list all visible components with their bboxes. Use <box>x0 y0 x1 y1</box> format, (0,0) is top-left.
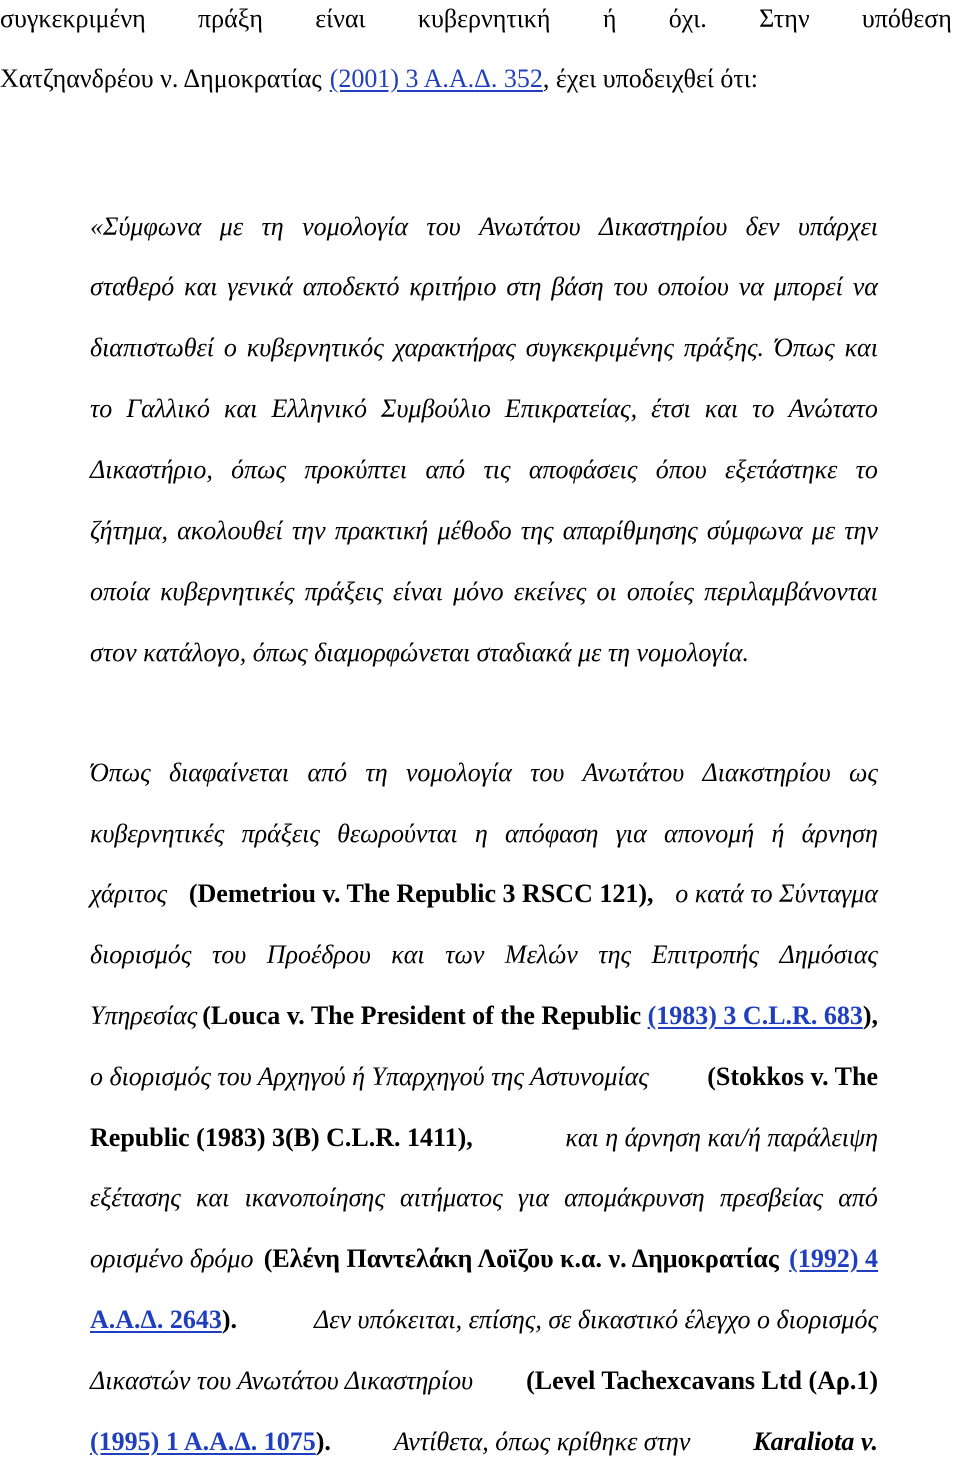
citation-link[interactable]: (2001) 3 Α.Α. <box>329 64 475 93</box>
case-citation-panteli: (Ελένη Παντελάκη Λοϊζου κ.α. ν. Δημοκρατίας <box>263 1244 779 1273</box>
word: θεωρούνται <box>337 819 458 848</box>
word: της <box>598 940 632 969</box>
word: άρνηση <box>801 819 878 848</box>
word: και <box>184 272 218 301</box>
word: το <box>90 394 113 423</box>
word: τη <box>261 212 284 241</box>
word: πρεσβείας <box>719 1183 824 1212</box>
word: εξέτασης <box>90 1183 181 1212</box>
p2-l5-word: Υπηρεσίας <box>90 1001 198 1030</box>
p2-line-8 <box>90 1181 878 1215</box>
case-citation-karaliota: Karaliota v. <box>753 1427 878 1456</box>
citation-close-3: ). <box>315 1427 331 1456</box>
quote-line-8 <box>90 636 878 670</box>
p2-l9-word: ορισμένο δρόμο <box>90 1244 254 1273</box>
p2-line-1 <box>90 756 878 790</box>
word: για <box>517 1183 549 1212</box>
word: ακολουθεί <box>177 516 283 545</box>
p2-line-9 <box>90 1242 878 1276</box>
word: Στην <box>759 4 810 33</box>
word: περιλαμβάνονται <box>704 577 878 606</box>
p2-line-11 <box>90 1364 878 1398</box>
intro-line-2 <box>0 62 952 96</box>
word: του <box>613 272 648 301</box>
p2-l7-words: και η άρνηση και/ή παράλειψη <box>565 1123 878 1152</box>
word: ως <box>848 758 878 787</box>
citation-link-panteli-cont[interactable]: Α.Α.Δ. 2643 <box>90 1305 222 1334</box>
p2-l10-words: Δεν υπόκειται, επίσης, σε δικαστικό έλεγχο ο διορισμός <box>313 1305 878 1334</box>
word: Γαλλικό <box>126 394 211 423</box>
case-name: Χατζηανδρέου ν. Δημοκρατίας <box>0 64 322 93</box>
word: Δικαστήριο, <box>90 455 213 484</box>
word: απομάκρυνση <box>564 1183 705 1212</box>
citation-link-louca[interactable]: (1983) 3 C.L.R. 683 <box>647 1001 863 1030</box>
word: σύμφωνα <box>706 516 803 545</box>
word: Προέδρου <box>266 940 371 969</box>
word: έτσι <box>651 394 691 423</box>
word: Συμβούλιο <box>381 394 491 423</box>
quote-line-2 <box>90 270 878 304</box>
word: είναι <box>315 4 366 33</box>
p2-line-6 <box>90 1060 878 1094</box>
word: απόφαση <box>505 819 599 848</box>
word: Επικρατείας, <box>504 394 638 423</box>
quote-line-3 <box>90 331 878 365</box>
p2-l3-word: χάριτος <box>90 879 168 908</box>
word: νομολογία <box>302 212 409 241</box>
word: κυβερνητικός <box>246 333 384 362</box>
word: και <box>704 394 739 423</box>
word: συγκεκριμένη <box>0 4 146 33</box>
p2-l11-words: Δικαστών του Ανωτάτου Δικαστηρίου <box>90 1366 474 1395</box>
word: τη <box>365 758 388 787</box>
word: πράξεις <box>304 577 383 606</box>
word: με <box>219 212 244 241</box>
word: νομολογία <box>405 758 512 787</box>
quote-line-1 <box>90 210 878 244</box>
case-citation-stokkos-cont: Republic (1983) 3(B) C.L.R. 1411), <box>90 1123 473 1152</box>
citation-link-level[interactable]: (1995) 1 Α.Α.Δ. 1075 <box>90 1427 316 1456</box>
word: οποίες <box>626 577 694 606</box>
word: της <box>520 516 554 545</box>
citation-close: ), <box>862 1001 878 1030</box>
word: από <box>425 455 466 484</box>
word: των <box>445 940 485 969</box>
word: στη <box>506 272 542 301</box>
word: Διακστηρίου <box>702 758 831 787</box>
quote-line-6 <box>90 514 878 548</box>
word: οποίου <box>657 272 729 301</box>
word: Ανωτάτου <box>582 758 685 787</box>
word: Δημόσιας <box>779 940 878 969</box>
quote-line-7 <box>90 575 878 609</box>
word: χαρακτήρας <box>393 333 516 362</box>
p2-line-7 <box>90 1121 878 1155</box>
word: μέθοδο <box>437 516 512 545</box>
word: αποδεκτό <box>302 272 400 301</box>
case-citation-louca: (Louca v. The President of the Republic <box>202 1001 642 1030</box>
word: μόνο <box>453 577 504 606</box>
word: κριτήριο <box>409 272 497 301</box>
case-citation-level: (Level Tachexcavans Ltd (Αρ.1) <box>526 1366 878 1395</box>
word: για <box>615 819 647 848</box>
citation-link-cont[interactable]: Δ. 352 <box>474 64 543 93</box>
word: κυβερνητική <box>417 4 551 33</box>
word: υπάρχει <box>797 212 878 241</box>
word: αποφάσεις <box>528 455 638 484</box>
word: να <box>738 272 764 301</box>
word: η <box>474 819 488 848</box>
word: και <box>844 333 878 362</box>
case-citation-stokkos: (Stokkos v. The <box>707 1062 878 1091</box>
word: το <box>752 394 775 423</box>
word: Επιτροπής <box>651 940 759 969</box>
quote-last-text: στον κατάλογο, όπως διαμορφώνεται σταδιακά με τη νομολογία. <box>90 638 749 667</box>
p2-line-2 <box>90 817 878 851</box>
word: συγκεκριμένης <box>525 333 674 362</box>
word: την <box>844 516 878 545</box>
word: απονομή <box>664 819 755 848</box>
word: Ελληνικό <box>271 394 367 423</box>
word: του <box>530 758 565 787</box>
word: ο <box>223 333 237 362</box>
word: γενικά <box>227 272 293 301</box>
word: κυβερνητικές <box>160 577 295 606</box>
word: τις <box>483 455 511 484</box>
word: διαφαίνεται <box>168 758 290 787</box>
word: αιτήματος <box>400 1183 503 1212</box>
word: προκύπτει <box>304 455 408 484</box>
citation-close-2: ). <box>221 1305 238 1334</box>
word: και <box>391 940 425 969</box>
word: Δικαστηρίου <box>599 212 728 241</box>
word: όπως <box>231 455 287 484</box>
word: οποία <box>90 577 150 606</box>
word: Ανώτατο <box>788 394 878 423</box>
p2-line-4 <box>90 938 878 972</box>
word: πράξης. <box>683 333 765 362</box>
word: εκείνες <box>513 577 587 606</box>
word: το <box>855 455 878 484</box>
word: ζήτημα, <box>90 516 168 545</box>
word: μπορεί <box>773 272 843 301</box>
p2-l12-words: Αντίθετα, όπως κρίθηκε στην <box>393 1427 691 1456</box>
word: και <box>196 1183 230 1212</box>
p2-l6-words: ο διορισμός του Αρχηγού ή Υπαρχηγού της Αστυνομίας <box>90 1062 649 1091</box>
word: είναι <box>393 577 443 606</box>
p2-line-5 <box>90 999 878 1033</box>
quote-line-4 <box>90 392 878 426</box>
word: ή <box>771 819 785 848</box>
word: «Σύμφωνα <box>90 212 202 241</box>
word: διορισμός <box>90 940 192 969</box>
word: του <box>426 212 461 241</box>
word: του <box>211 940 247 969</box>
word: την <box>291 516 326 545</box>
word: οι <box>596 577 617 606</box>
p2-line-10 <box>90 1303 878 1337</box>
word: κυβερνητικές <box>90 819 225 848</box>
word: πράξη <box>198 4 263 33</box>
word: να <box>852 272 878 301</box>
word: πράξεις <box>241 819 320 848</box>
word: ικανοποίησης <box>244 1183 385 1212</box>
word: διαπιστωθεί <box>90 333 214 362</box>
word: Μελών <box>504 940 578 969</box>
word: δεν <box>745 212 780 241</box>
p2-l3-tail: ο κατά το Σύνταγμα <box>675 879 878 908</box>
intro-line-1 <box>0 2 952 36</box>
word: από <box>838 1183 878 1212</box>
word: Όπως <box>773 333 835 362</box>
word: με <box>811 516 836 545</box>
word: βάση <box>551 272 604 301</box>
p2-line-3 <box>90 877 878 911</box>
word: σταθερό <box>90 272 175 301</box>
word: υπόθεση <box>861 4 952 33</box>
word: και <box>224 394 258 423</box>
intro-text: , έχει υποδειχθεί ότι: <box>542 64 759 93</box>
word: ή <box>602 4 617 33</box>
quote-line-5 <box>90 453 878 487</box>
citation-link-panteli[interactable]: (1992) 4 <box>789 1244 878 1273</box>
word: πρακτική <box>334 516 429 545</box>
word: εξετάστηκε <box>724 455 838 484</box>
word: όπου <box>655 455 707 484</box>
word: απαρίθμησης <box>562 516 698 545</box>
p2-line-12 <box>90 1425 878 1459</box>
word: από <box>307 758 348 787</box>
case-citation-demetriou: (Demetriou v. The Republic 3 RSCC 121), <box>188 879 654 908</box>
word: Όπως <box>90 758 151 787</box>
word: όχι. <box>668 4 707 33</box>
word: Ανωτάτου <box>479 212 581 241</box>
